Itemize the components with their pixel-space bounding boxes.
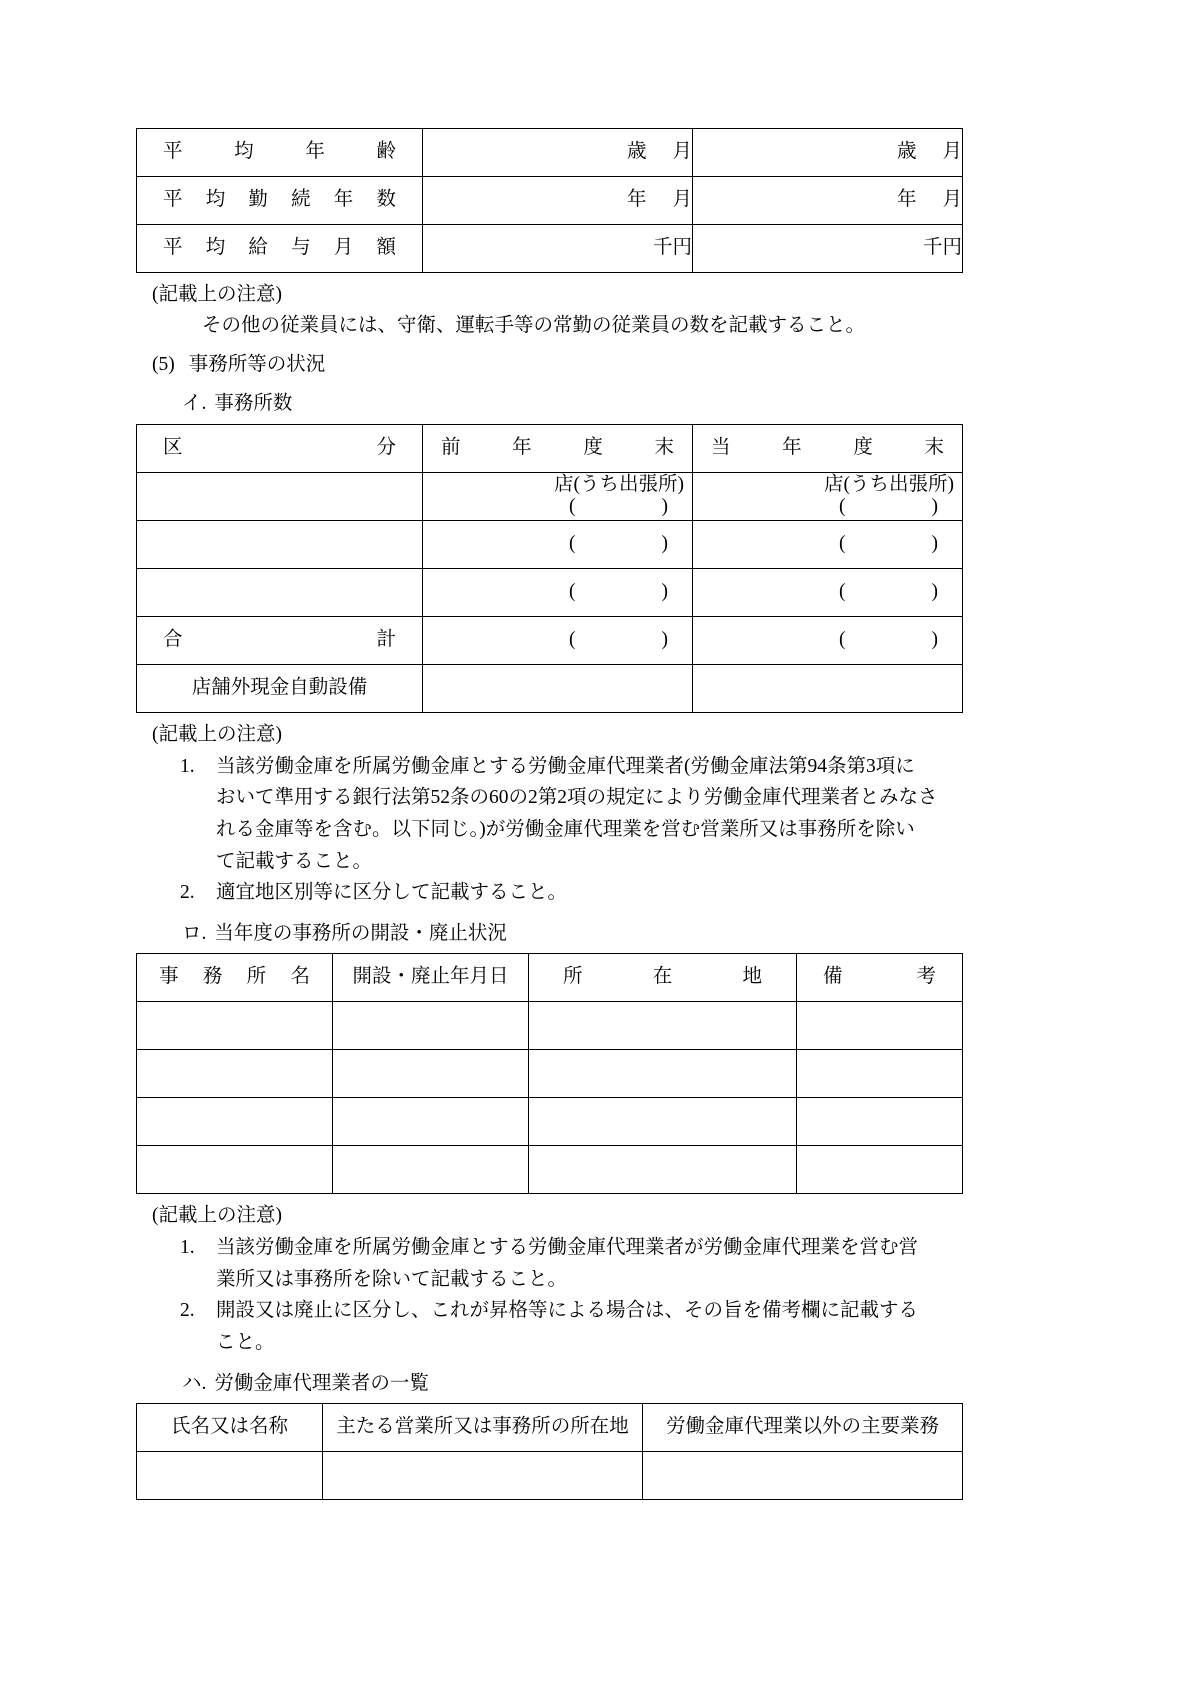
subsection-heading-ha: [182, 1369, 962, 1398]
unit-label: 月: [942, 189, 962, 211]
label-char: 均: [205, 237, 226, 259]
header-char: 年: [512, 436, 532, 458]
table-header-row: [137, 953, 963, 1001]
note-marker: 1.: [180, 755, 195, 777]
paren-open: (: [569, 580, 576, 602]
label-char: 勤: [248, 189, 268, 211]
section-heading-5: [152, 350, 962, 379]
cell-agent-name[interactable]: [137, 1451, 323, 1499]
header-char: 年: [782, 436, 802, 458]
cell-prev-2[interactable]: [423, 520, 693, 568]
office-count-table: [136, 424, 963, 713]
row-label-average-age: [137, 129, 423, 177]
header-agent-other-business: [643, 1403, 963, 1451]
cell-agent-location[interactable]: [323, 1451, 643, 1499]
row-label-atm: [137, 664, 423, 712]
header-char: 在: [652, 966, 673, 988]
header-label: 労働金庫代理業以外の主要業務: [665, 1416, 939, 1438]
paren-close: ): [661, 628, 668, 650]
header-char: 区: [163, 436, 183, 458]
cell-division-1[interactable]: [137, 472, 423, 520]
cell-prev-3[interactable]: [423, 568, 693, 616]
header-change-date: [333, 953, 529, 1001]
header-char: 名: [290, 966, 310, 988]
paren-open: (: [839, 580, 846, 602]
label-char: 額: [376, 237, 396, 259]
note-heading-office-count: (記載上の注意): [152, 723, 282, 745]
unit-label: 年: [626, 189, 647, 211]
label-char: 計: [376, 628, 396, 650]
note-line: 当該労働金庫を所属労働金庫とする労働金庫代理業者が労働金庫代理業を営む営: [216, 1237, 919, 1259]
label-char: 均: [205, 189, 226, 211]
table-row-total: [137, 616, 963, 664]
note-body-employees: その他の従業員には、守衛、運転手等の常勤の従業員の数を記載すること。: [202, 315, 866, 337]
header-char: 務: [202, 966, 223, 988]
cell-location[interactable]: [529, 1049, 797, 1097]
note-line: 当該労働金庫を所属労働金庫とする労働金庫代理業者(労働金庫法第94条第3項に: [216, 755, 915, 777]
label-char: 平: [163, 237, 183, 259]
subsection-heading-i: [182, 389, 962, 418]
paren-open: (: [839, 496, 846, 518]
page-content: [136, 128, 962, 1500]
cell-change-date[interactable]: [333, 1001, 529, 1049]
cell-office-name[interactable]: [137, 1145, 333, 1193]
atm-label: 店舗外現金自動設備: [191, 676, 368, 698]
note-item: [180, 1295, 962, 1358]
cell-total-prev[interactable]: [423, 616, 693, 664]
note-line: 業所又は事務所を除いて記載すること。: [216, 1268, 568, 1290]
paren-open: (: [569, 628, 576, 650]
cell-current-3[interactable]: [693, 568, 963, 616]
label-char: 平: [163, 141, 183, 163]
table-row: [137, 1145, 963, 1193]
subsection-marker: ロ.: [182, 922, 207, 944]
paren-close: ): [661, 532, 668, 554]
table-row: [137, 520, 963, 568]
office-change-table: [136, 953, 963, 1194]
header-current-year-end: [693, 424, 963, 472]
agent-list-table: [136, 1403, 963, 1500]
cell-office-name[interactable]: [137, 1001, 333, 1049]
table-header-row: [137, 1403, 963, 1451]
unit-label: 年: [896, 189, 917, 211]
header-char: 当: [711, 436, 731, 458]
unit-label: 月: [672, 189, 692, 211]
cell-remarks[interactable]: [797, 1049, 963, 1097]
cell-remarks[interactable]: [797, 1145, 963, 1193]
employee-averages-table: [136, 128, 963, 273]
note-line: 開設又は廃止に区分し、これが昇格等による場合は、その旨を備考欄に記載する: [216, 1300, 919, 1322]
label-char: 年: [333, 189, 354, 211]
unit-label: 歳: [626, 141, 647, 163]
header-prev-year-end: [423, 424, 693, 472]
table-row: [137, 1049, 963, 1097]
header-char: 所: [246, 966, 267, 988]
cell-atm-current[interactable]: [693, 664, 963, 712]
note-list-office-count: [136, 751, 962, 909]
header-agent-name: [137, 1403, 323, 1451]
table-row: [137, 1097, 963, 1145]
cell-division-2[interactable]: [137, 520, 423, 568]
paren-close: ): [931, 532, 938, 554]
table-row: [137, 568, 963, 616]
header-char: 末: [654, 436, 674, 458]
cell-remarks[interactable]: [797, 1001, 963, 1049]
note-item: [180, 751, 962, 877]
cell-location[interactable]: [529, 1145, 797, 1193]
cell-average-age-prev[interactable]: [423, 129, 693, 177]
cell-remarks[interactable]: [797, 1097, 963, 1145]
cell-average-age-current[interactable]: [693, 129, 963, 177]
branch-unit-label: 店(うち出張所): [824, 473, 954, 495]
cell-current-1[interactable]: [693, 472, 963, 520]
unit-label: 月: [672, 141, 692, 163]
header-location: [529, 953, 797, 1001]
paren-open: (: [569, 532, 576, 554]
note-marker: 2.: [180, 1300, 195, 1322]
subsection-marker: ハ.: [182, 1372, 207, 1394]
header-remarks: [797, 953, 963, 1001]
paren-open: (: [839, 628, 846, 650]
label-char: 齢: [376, 141, 396, 163]
paren-close: ): [661, 496, 668, 518]
label-char: 平: [163, 189, 183, 211]
header-label: 氏名又は名称: [170, 1416, 288, 1438]
cell-average-tenure-current[interactable]: [693, 177, 963, 225]
header-char: 前: [441, 436, 461, 458]
note-line: れる金庫等を含む。以下同じ。)が労働金庫代理業を営む営業所又は事務所を除い: [216, 818, 915, 840]
note-heading-office-change: (記載上の注意): [152, 1204, 282, 1226]
table-row: [137, 1001, 963, 1049]
cell-current-2[interactable]: [693, 520, 963, 568]
cell-change-date[interactable]: [333, 1049, 529, 1097]
cell-prev-1[interactable]: [423, 472, 693, 520]
label-char: 均: [234, 141, 254, 163]
header-char: 事: [159, 966, 179, 988]
row-label-total: [137, 616, 423, 664]
header-char: 所: [563, 966, 583, 988]
note-list-office-change: [136, 1232, 962, 1358]
subsection-heading-ro: [182, 919, 962, 948]
header-agent-location: [323, 1403, 643, 1451]
cell-total-current[interactable]: [693, 616, 963, 664]
header-char: 考: [916, 966, 936, 988]
subsection-title: 労働金庫代理業者の一覧: [214, 1372, 429, 1394]
paren-close: ): [931, 496, 938, 518]
paren-close: ): [931, 628, 938, 650]
table-row: [137, 472, 963, 520]
header-office-name: [137, 953, 333, 1001]
cell-change-date[interactable]: [333, 1145, 529, 1193]
note-line: て記載すること。: [216, 850, 373, 872]
row-label-average-tenure: [137, 177, 423, 225]
header-division: [137, 424, 423, 472]
branch-unit-label: 店(うち出張所): [554, 473, 684, 495]
note-line: こと。: [216, 1331, 275, 1353]
label-char: 続: [291, 189, 311, 211]
unit-label: 千円: [922, 237, 962, 259]
cell-division-3[interactable]: [137, 568, 423, 616]
header-label: 開設・廃止年月日: [352, 966, 509, 988]
subsection-title: 事務所数: [214, 393, 293, 415]
section-number: (5): [152, 354, 175, 376]
paren-close: ): [931, 580, 938, 602]
note-item: [180, 1232, 962, 1295]
note-marker: 2.: [180, 882, 195, 904]
unit-label: 歳: [896, 141, 917, 163]
label-char: 与: [291, 237, 311, 259]
cell-office-name[interactable]: [137, 1049, 333, 1097]
header-char: 分: [376, 436, 396, 458]
note-item: [180, 877, 962, 909]
table-header-row: [137, 424, 963, 472]
paren-close: ): [661, 580, 668, 602]
section-title: 事務所等の状況: [188, 354, 326, 376]
cell-average-salary-current[interactable]: [693, 225, 963, 273]
header-char: 末: [924, 436, 944, 458]
cell-atm-prev[interactable]: [423, 664, 693, 712]
label-char: 月: [333, 237, 354, 259]
cell-location[interactable]: [529, 1097, 797, 1145]
unit-label: 月: [942, 141, 962, 163]
row-label-average-salary: [137, 225, 423, 273]
note-marker: 1.: [180, 1237, 195, 1259]
paren-open: (: [839, 532, 846, 554]
subsection-marker: イ.: [182, 393, 207, 415]
header-label: 主たる営業所又は事務所の所在地: [336, 1416, 629, 1438]
subsection-title: 当年度の事務所の開設・廃止状況: [214, 922, 507, 944]
cell-average-salary-prev[interactable]: [423, 225, 693, 273]
table-row-atm: [137, 664, 963, 712]
header-char: 度: [583, 436, 603, 458]
label-char: 数: [376, 189, 396, 211]
cell-office-name[interactable]: [137, 1097, 333, 1145]
table-row: [137, 1451, 963, 1499]
header-char: 度: [853, 436, 873, 458]
table-row: [137, 129, 963, 177]
cell-agent-other-business[interactable]: [643, 1451, 963, 1499]
unit-label: 千円: [652, 237, 692, 259]
note-line: 適宜地区別等に区分して記載すること。: [216, 882, 568, 904]
table-row: [137, 177, 963, 225]
header-char: 備: [823, 966, 843, 988]
cell-average-tenure-prev[interactable]: [423, 177, 693, 225]
label-char: 年: [305, 141, 325, 163]
cell-change-date[interactable]: [333, 1097, 529, 1145]
paren-open: (: [569, 496, 576, 518]
note-heading-employees: (記載上の注意): [152, 284, 282, 305]
label-char: 合: [163, 628, 183, 650]
note-line: おいて準用する銀行法第52条の60の2第2項の規定により労働金庫代理業者とみなさ: [216, 787, 938, 809]
table-row: [137, 225, 963, 273]
label-char: 給: [248, 237, 268, 259]
header-char: 地: [742, 966, 762, 988]
cell-location[interactable]: [529, 1001, 797, 1049]
